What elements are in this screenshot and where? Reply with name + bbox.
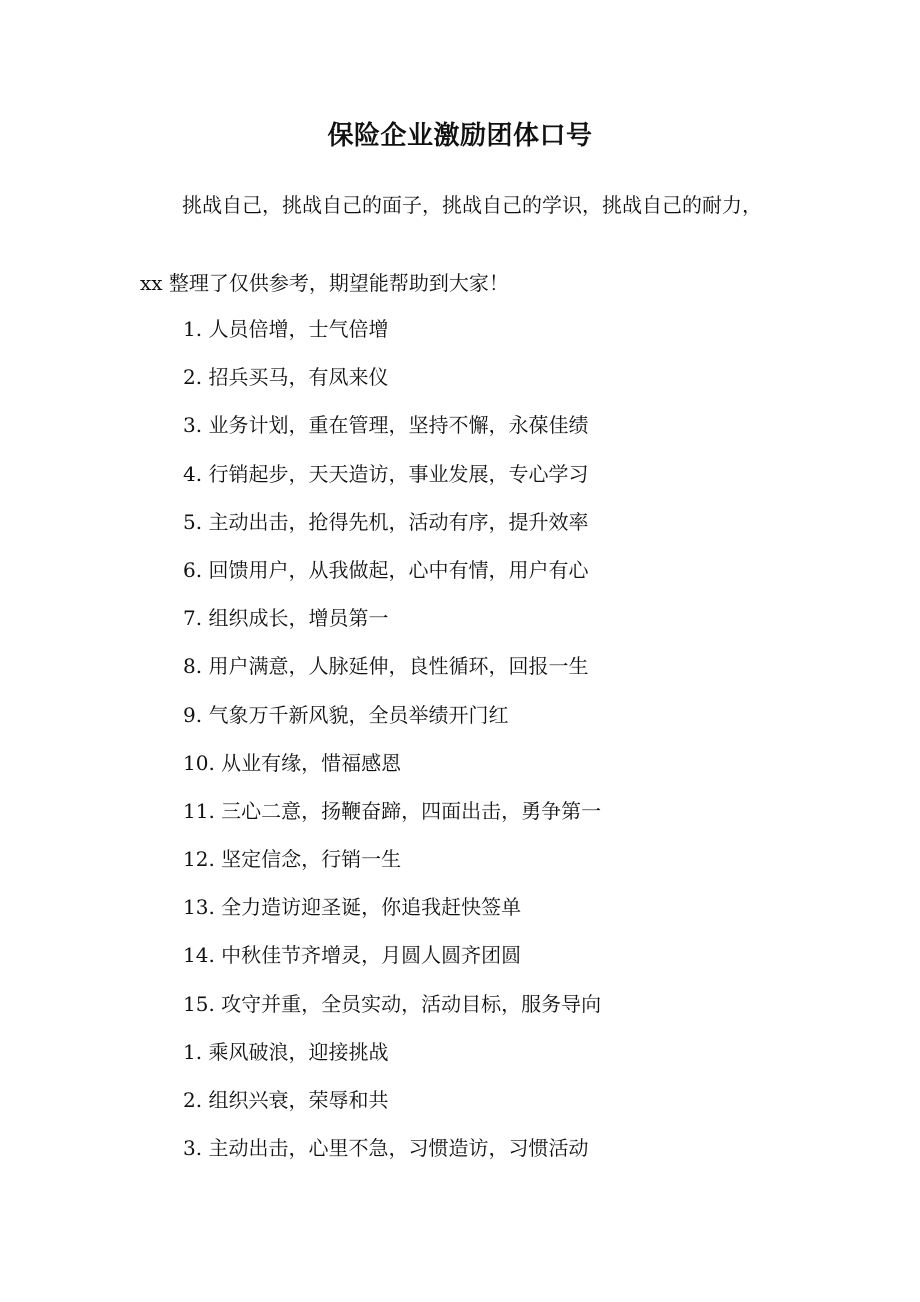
slogan-item: 15. 攻守并重，全员实动，活动目标，服务导向 — [183, 991, 602, 1016]
slogan-item: 9. 气象万千新风貌，全员举绩开门红 — [183, 702, 509, 727]
slogan-item: 10. 从业有缘，惜福感恩 — [183, 750, 402, 775]
slogan-item: 1. 人员倍增，士气倍增 — [183, 317, 389, 341]
slogan-item: 6. 回馈用户，从我做起，心中有情，用户有心 — [183, 557, 589, 582]
slogan-item: 14. 中秋佳节齐增灵，月圆人圆齐团圆 — [183, 943, 522, 968]
slogan-item: 2. 组织兴衰，荣辱和共 — [183, 1088, 389, 1112]
slogan-list — [183, 314, 601, 1181]
intro-paragraph-line-1: 挑战自己，挑战自己的面子，挑战自己的学识，挑战自己的耐力， — [182, 193, 762, 217]
slogan-item: 7. 组织成长，增员第一 — [183, 606, 389, 631]
slogan-item: 3. 主动出击，心里不急，习惯造访，习惯活动 — [183, 1136, 589, 1161]
slogan-item: 2. 招兵买马，有凤来仪 — [183, 365, 389, 390]
slogan-item: 5. 主动出击，抢得先机，活动有序，提升效率 — [183, 509, 589, 534]
slogan-item: 1. 乘风破浪，迎接挑战 — [183, 1039, 389, 1064]
slogan-item: 8. 用户满意，人脉延伸，良性循环，回报一生 — [183, 654, 589, 679]
slogan-item: 3. 业务计划，重在管理，坚持不懈，永葆佳绩 — [183, 413, 589, 438]
slogan-item: 12. 坚定信念，行销一生 — [183, 847, 402, 872]
intro-paragraph-line-2: xx 整理了仅供参考，期望能帮助到大家！ — [140, 271, 509, 295]
slogan-item: 4. 行销起步，天天造访，事业发展，专心学习 — [183, 461, 589, 486]
slogan-item: 11. 三心二意，扬鞭奋蹄，四面出击，勇争第一 — [183, 798, 602, 823]
slogan-item: 13. 全力造访迎圣诞，你追我赶快签单 — [183, 895, 522, 920]
document-title: 保险企业激励团体口号 — [327, 121, 593, 151]
